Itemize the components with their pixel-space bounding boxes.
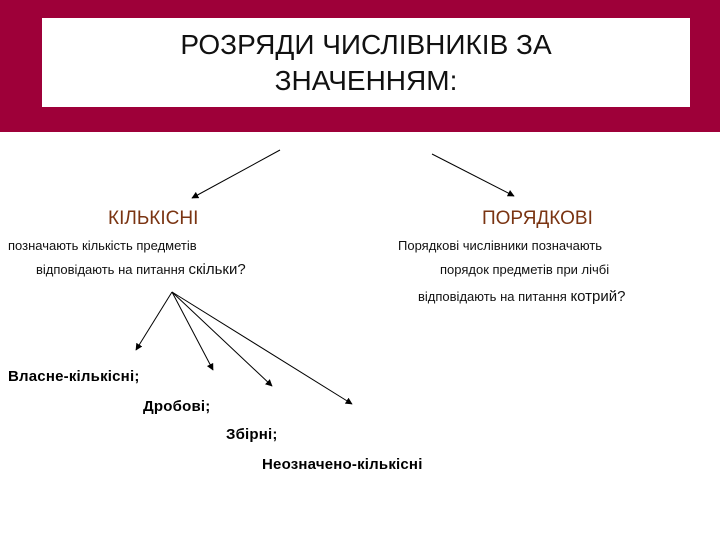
heading-kilkisni: КІЛЬКІСНІ (108, 208, 199, 229)
poriadkovi-desc-line3 (418, 288, 626, 305)
kilkisni-desc-line2 (36, 261, 246, 278)
poriadkovi-desc-line1: Порядкові числівники позначають (398, 238, 603, 253)
kilkisni-desc-line1: позначають кількість предметів (8, 238, 197, 253)
subtype-zbirni: Збірні; (226, 426, 278, 443)
subtype-drobovi: Дробові; (143, 398, 211, 415)
poriadkovi-question: котрий? (570, 288, 626, 305)
kilkisni-desc-text: відповідають на питання (36, 262, 189, 277)
heading-poriadkovi: ПОРЯДКОВІ (482, 208, 593, 229)
arrow-to-zbirni (172, 292, 272, 386)
subtype-neoznacheno-kilkisni: Неозначено-кількісні (262, 456, 423, 473)
page-title: РОЗРЯДИ ЧИСЛІВНИКІВ ЗА ЗНАЧЕННЯМ: (180, 28, 552, 96)
poriadkovi-desc-text: відповідають на питання (418, 289, 571, 304)
subtype-vlasne-kilkisni: Власне-кількісні; (8, 368, 140, 385)
arrow-to-neoznacheno (172, 292, 352, 404)
kilkisni-question: скільки? (188, 261, 246, 278)
arrow-to-kilkisni (192, 150, 280, 198)
arrow-to-poriadkovi (432, 154, 514, 196)
arrow-to-drobovi (172, 292, 213, 370)
poriadkovi-desc-line2: порядок предметів при лічбі (440, 262, 610, 277)
arrow-to-vlasne (136, 292, 172, 350)
